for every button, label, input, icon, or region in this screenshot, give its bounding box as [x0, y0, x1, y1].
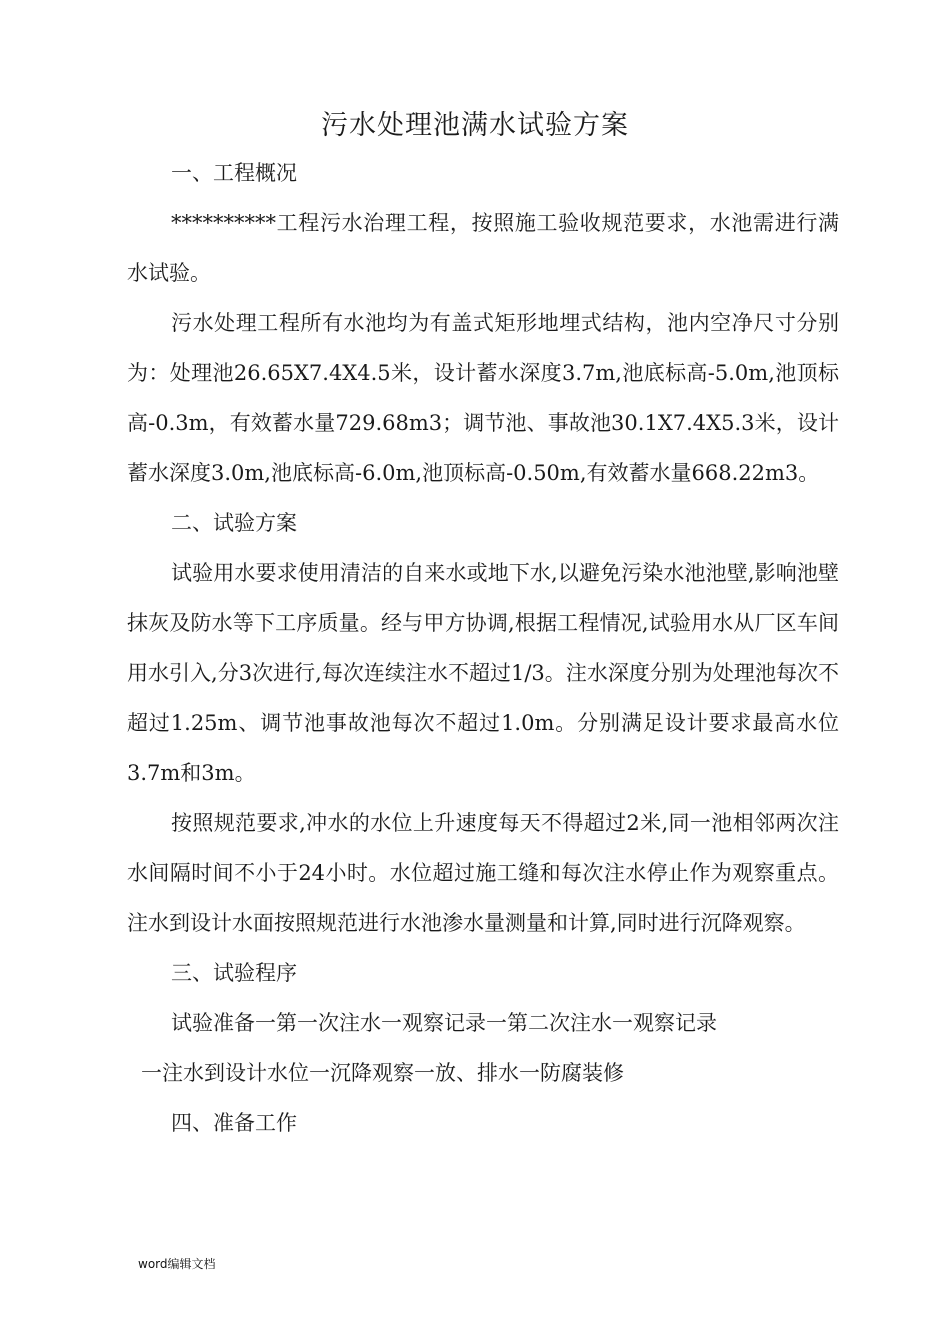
procedure-flow-line-2: 一注水到设计水位一沉降观察一放、排水一防腐装修 [141, 1061, 624, 1085]
document-body [127, 148, 839, 1148]
section-heading-preparation: 四、准备工作 [171, 1111, 297, 1135]
paragraph-project-intro: **********工程污水治理工程，按照施工验收规范要求，水池需进行满水试验。 [127, 211, 839, 285]
paragraph-pool-dimensions: 污水处理工程所有水池均为有盖式矩形地埋式结构，池内空净尺寸分别为：处理池26.65X7.4X4.5米，设计蓄水深度3.7m,池底标高-5.0m,池顶标高-0.3m，有效蓄水量729.68m3；调节池、事故池30.1X7.4X5.3米，设计蓄水深度3.0m,池底标高-6.0m,池顶标高-0.50m,有效蓄水量668.22m3。 [127, 311, 839, 485]
paragraph-fill-rate: 按照规范要求,冲水的水位上升速度每天不得超过2米,同一池相邻两次注水间隔时间不小于24小时。水位超过施工缝和每次注水停止作为观察重点。注水到设计水面按照规范进行水池渗水量测量和计算,同时进行沉降观察。 [127, 811, 839, 935]
procedure-flow-line-1: 试验准备一第一次注水一观察记录一第二次注水一观察记录 [171, 1011, 717, 1035]
section-heading-procedure: 三、试验程序 [171, 961, 297, 985]
section-heading-overview: 一、工程概况 [171, 161, 297, 185]
document-title: 污水处理池满水试验方案 [321, 110, 629, 141]
paragraph-water-supply: 试验用水要求使用清洁的自来水或地下水,以避免污染水池池壁,影响池壁抹灰及防水等下工序质量。经与甲方协调,根据工程情况,试验用水从厂区车间用水引入,分3次进行,每次连续注水不超过1/3。注水深度分别为处理池每次不超过1.25m、调节池事故池每次不超过1.0m。分别满足设计要求最高水位3.7m和3m。 [127, 561, 839, 785]
section-heading-test-plan: 二、试验方案 [171, 511, 297, 535]
footer-note: word编辑文档 [138, 1257, 216, 1271]
